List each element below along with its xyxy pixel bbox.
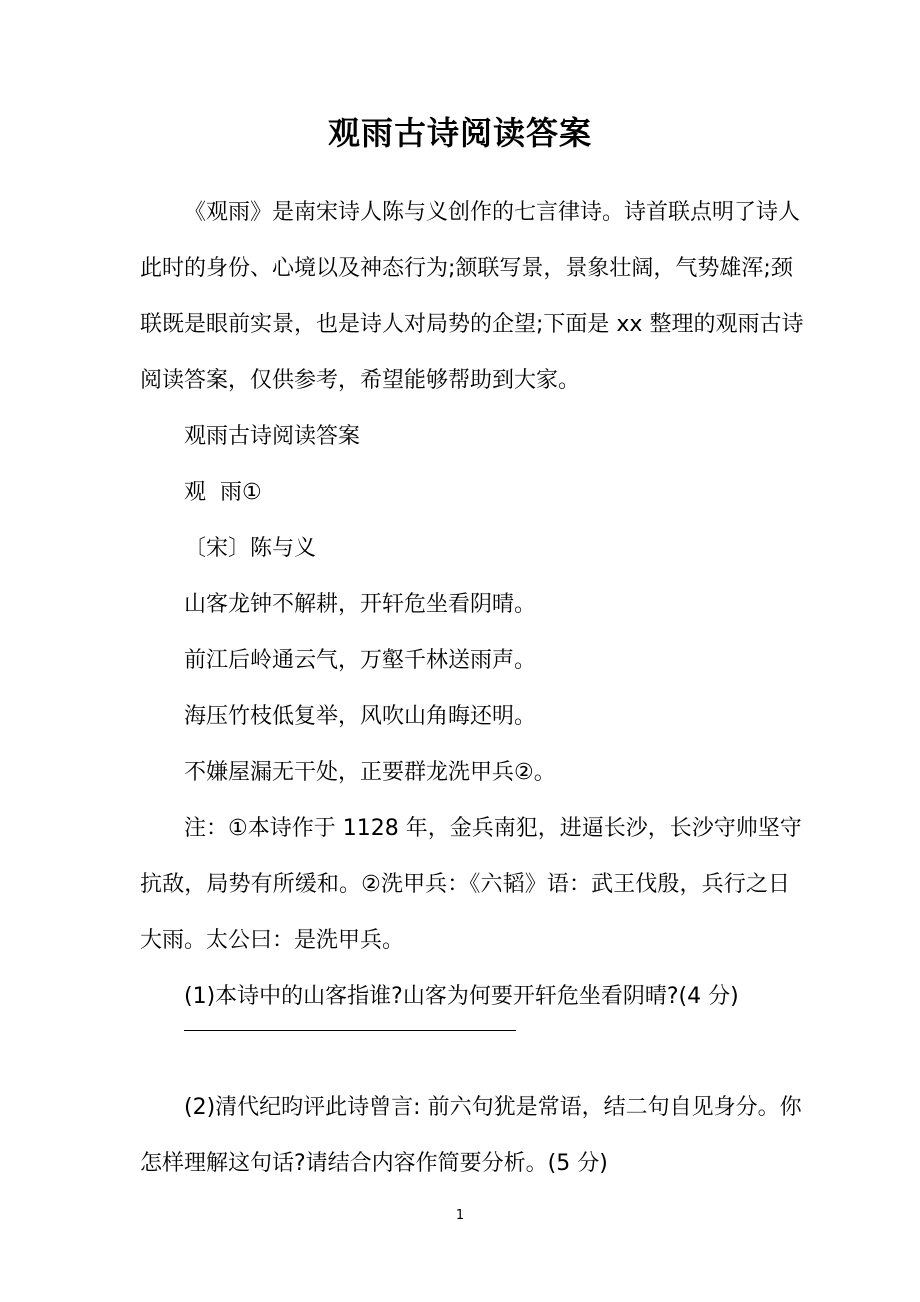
page-number: 1 [455,1208,465,1223]
poem-line-1: 山客龙钟不解耕，开轩危坐看阴晴。 [184,592,537,617]
poem-title: 观 雨① [184,480,262,505]
intro-line-4: 阅读答案，仅供参考，希望能够帮助到大家。 [140,368,581,393]
notes-line-1: 注：①本诗作于 1128 年，金兵南犯，进逼长沙，长沙守帅坚守 [184,816,802,841]
intro-line-2: 此时的身份、心境以及神态行为;颔联写景，景象壮阔，气势雄浑;颈 [140,256,793,281]
section-heading: 观雨古诗阅读答案 [184,424,361,449]
intro-line-3: 联既是眼前实景，也是诗人对局势的企望;下面是 xx 整理的观雨古诗 [140,312,804,337]
answer-blank-line [184,1030,516,1031]
poem-line-4: 不嫌屋漏无干处，正要群龙洗甲兵②。 [184,760,556,785]
intro-line-1: 《观雨》是南宋诗人陈与义创作的七言律诗。诗首联点明了诗人 [184,200,801,225]
notes-line-2: 抗敌，局势有所缓和。②洗甲兵：《六韬》语：武王伐殷，兵行之日 [140,872,790,897]
question-2-line-1: (2)清代纪昀评此诗曾言: 前六句犹是常语，结二句自见身分。你 [184,1095,802,1120]
poem-author: 〔宋〕陈与义 [184,536,317,561]
question-2-line-2: 怎样理解这句话?请结合内容作简要分析。(5 分) [140,1151,608,1176]
question-1: (1)本诗中的山客指谁?山客为何要开轩危坐看阴晴?(4 分) [184,984,739,1009]
notes-line-3: 大雨。太公曰：是洗甲兵。 [140,928,405,953]
document-title: 观雨古诗阅读答案 [327,114,592,152]
poem-line-2: 前江后岭通云气，万壑千林送雨声。 [184,648,537,673]
poem-line-3: 海压竹枝低复举，风吹山角晦还明。 [184,704,537,729]
